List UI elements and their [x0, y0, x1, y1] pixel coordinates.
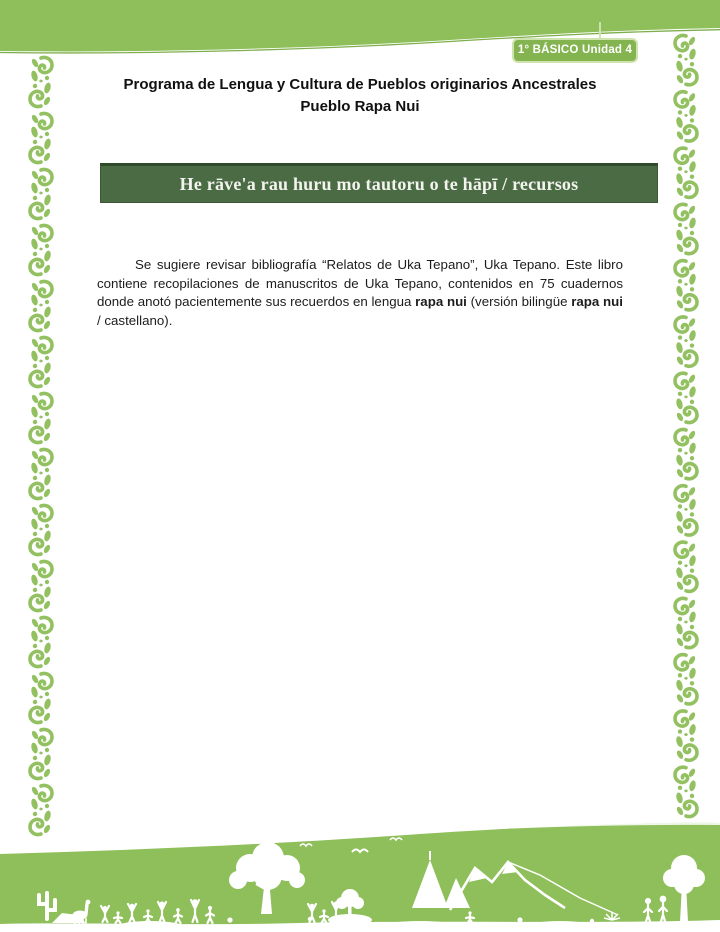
right-koru-border-decoration: [672, 32, 699, 820]
body-paragraph: Se sugiere revisar bibliografía “Relatos de Uka Tepano”, Uka Tepano. Este libro contiene recopilaciones de manuscritos de Uka Tepano, contenidos en 75 cuadernos donde anotó pacientemente sus recuerdos en lengua rapa nui (versión bilingüe rapa nui / castellano).: [97, 257, 623, 329]
program-header: [0, 74, 720, 118]
program-title-line1: Programa de Lengua y Cultura de Pueblos originarios Ancestrales: [123, 76, 597, 93]
left-koru-border-decoration: [28, 54, 55, 838]
unit-badge: 1° BÁSICO Unidad 4: [512, 38, 638, 63]
section-title-bar: [100, 163, 658, 203]
program-title-line2: Pueblo Rapa Nui: [300, 98, 420, 115]
landscape-silhouette-decoration: [0, 820, 720, 932]
section-title: He rāve'a rau huru mo tautoru o te hāpī / recursos: [179, 174, 579, 194]
